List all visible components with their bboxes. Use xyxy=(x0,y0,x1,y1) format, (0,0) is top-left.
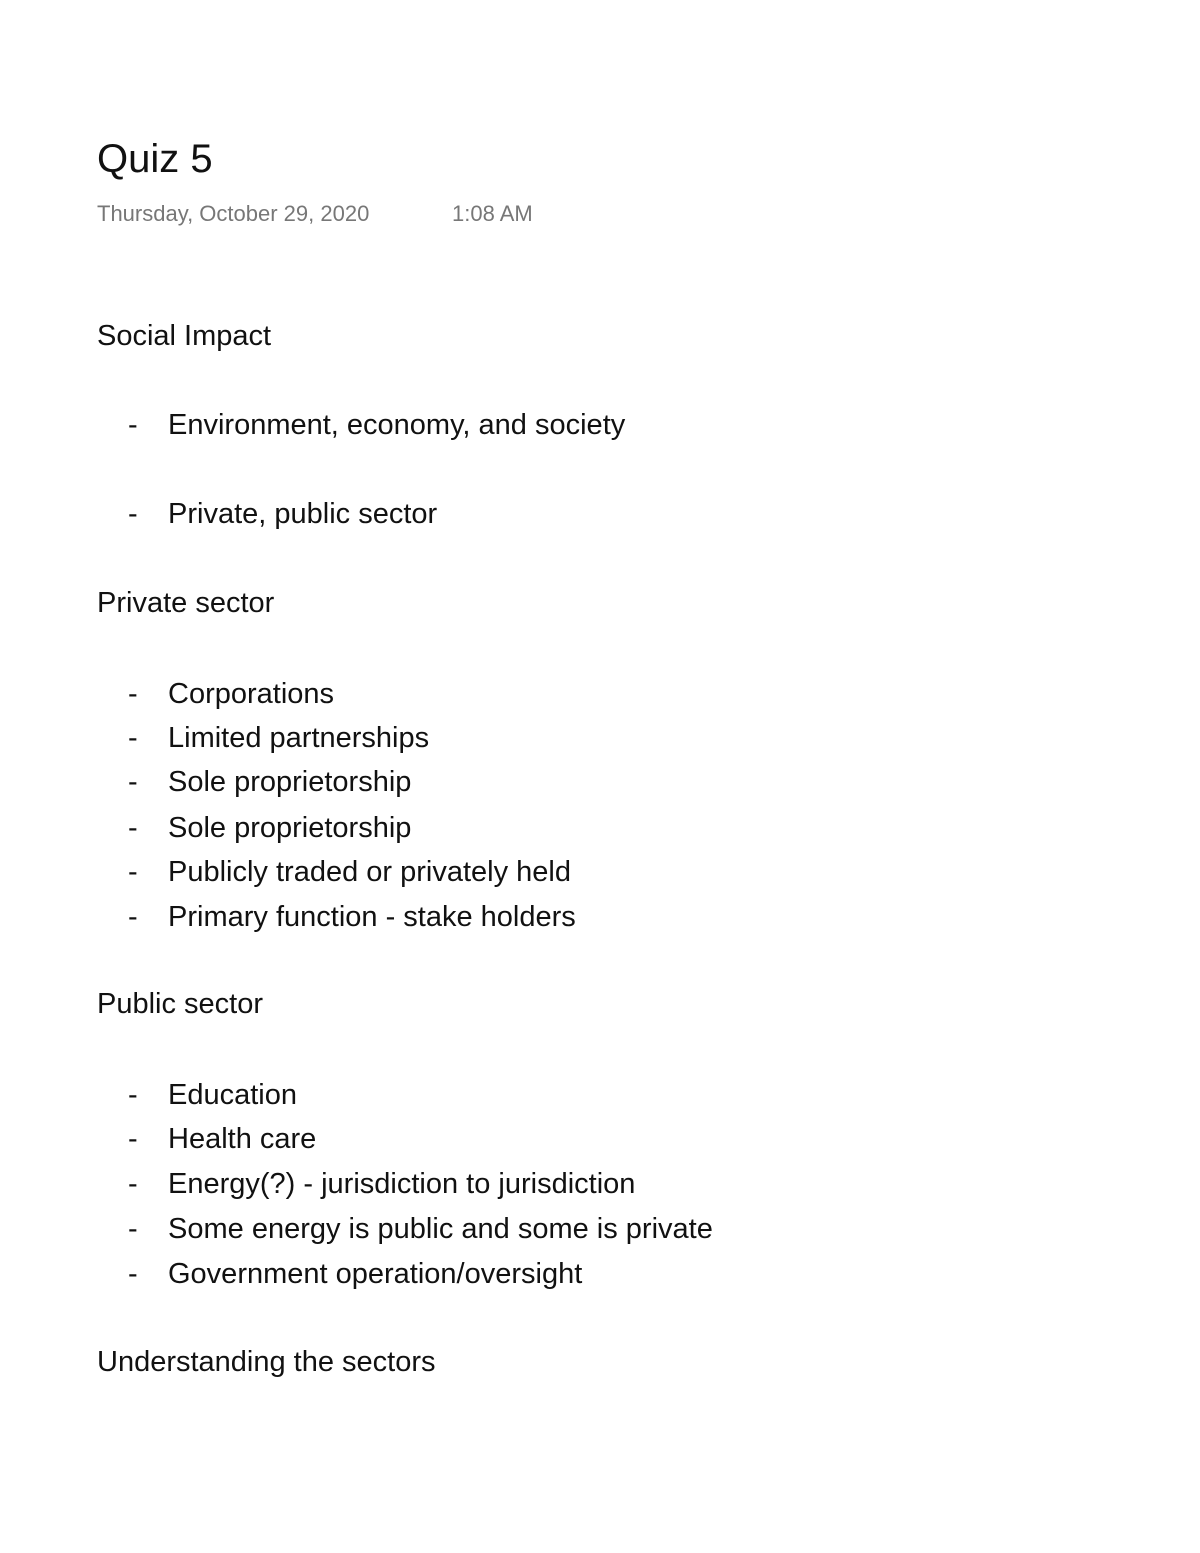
bullet-dash: - xyxy=(128,1079,138,1111)
list-item-text: Education xyxy=(168,1079,297,1111)
list-item-text: Limited partnerships xyxy=(168,722,430,754)
section-heading-private-sector: Private sector xyxy=(97,587,275,619)
list-item-text: Energy(?) - jurisdiction to jurisdiction xyxy=(168,1168,636,1200)
list-item-text: Government operation/oversight xyxy=(168,1258,583,1290)
bullet-dash: - xyxy=(128,722,138,754)
section-heading-social-impact: Social Impact xyxy=(97,320,272,352)
bullet-dash: - xyxy=(128,901,138,933)
section-heading-public-sector: Public sector xyxy=(97,988,264,1020)
bullet-dash: - xyxy=(128,678,138,710)
list-item-text: Private, public sector xyxy=(168,498,438,530)
section-heading-understanding-the-sectors: Understanding the sectors xyxy=(97,1346,436,1378)
bullet-dash: - xyxy=(128,1258,138,1290)
bullet-dash: - xyxy=(128,856,138,888)
bullet-dash: - xyxy=(128,1168,138,1200)
bullet-dash: - xyxy=(128,812,138,844)
bullet-dash: - xyxy=(128,1123,138,1155)
bullet-dash: - xyxy=(128,498,138,530)
list-item-text: Health care xyxy=(168,1123,317,1155)
list-item-text: Sole proprietorship xyxy=(168,766,412,798)
bullet-dash: - xyxy=(128,409,138,441)
bullet-dash: - xyxy=(128,1213,138,1245)
list-item-text: Primary function - stake holders xyxy=(168,901,576,933)
list-item-text: Sole proprietorship xyxy=(168,812,412,844)
list-item-text: Environment, economy, and society xyxy=(168,409,626,441)
note-time: 1:08 AM xyxy=(452,201,533,226)
bullet-dash: - xyxy=(128,766,138,798)
list-item-text: Some energy is public and some is private xyxy=(168,1213,713,1245)
list-item-text: Corporations xyxy=(168,678,335,710)
page-title: Quiz 5 xyxy=(97,137,213,181)
note-date: Thursday, October 29, 2020 xyxy=(97,201,370,226)
list-item-text: Publicly traded or privately held xyxy=(168,856,571,888)
